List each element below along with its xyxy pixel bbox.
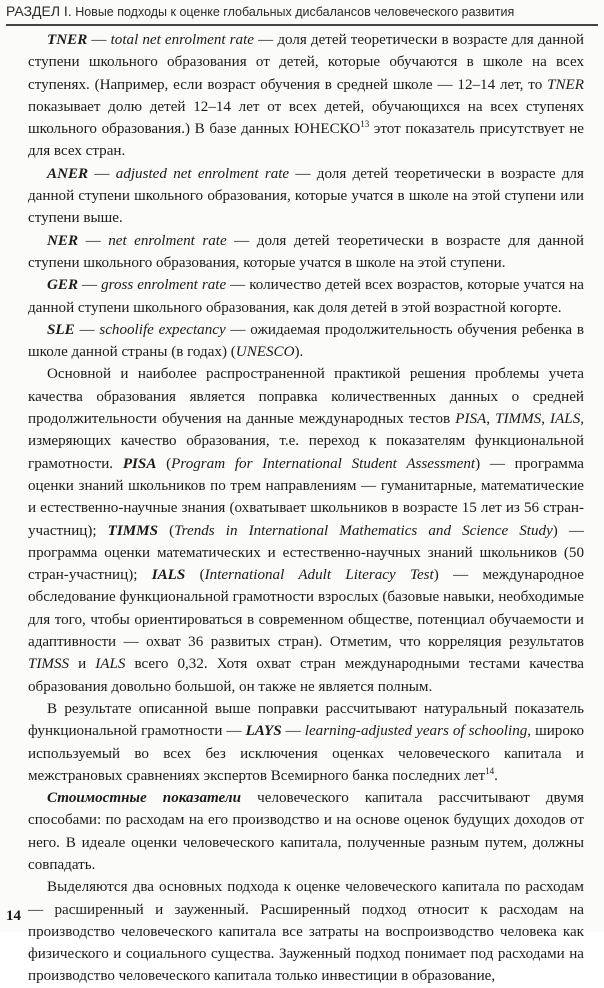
paragraph-approaches [28,876,584,987]
text-run: всего 0,32. Хотя охват стран международными тестами качества образования довольно большой, он также не является полным. [28,656,584,695]
term-inline: TIMSS [28,656,70,673]
text-run: — [281,723,305,740]
footnote-ref: 14 [485,765,495,776]
paragraph-ger: GER — gross enrolment rate — количество детей всех возрастов, которые учатся на данной ступени школьного образования, как доля детей в этой возрастной когорте. [28,277,585,316]
paragraph-lays [28,698,584,787]
text-run: — международное обследование функциональной грамотности взрослых (базовые навыки, необходимые для того, чтобы ориентироваться в современном обществе, потенциал обучаемости и адаптивности — охват 36 развитых стран). Отметим, что корреляция результатов [28,567,585,651]
header-section: РАЗДЕЛ I. [6,3,72,19]
term-inline: PISA [455,411,487,428]
paragraph-tests: Основной и наиболее распространенной практикой решения проблемы учета качества образования является поправка количественных данных о средней продолжительности обучения на данные международных тестов PISA, TIMMS, IALS, измеряющих качество образования, т.е. переход к показателям функциональной грамотности. PISA (Program for International Student Assessment) — программа оценки знаний школьников по трем направлениям — гуманитарные, математические и естественно-научные знания (охватывает школьников в возрасте 15 лет из 56 стран-участниц); TIMMS (Trends in International Mathematics and Science Study) — программа оценки математических и естественно-научных знаний школьников (50 стран-участниц); IALS (International Adult Literacy Test) — международное обследование функциональной грамотности взрослых (базовые навыки, необходимые для того, чтобы ориентироваться в современном обществе, потенциал обучаемости и адаптивности — охват 36 развитых стран). Отметим, что корреляция результатов TIMSS и IALS всего 0,32. Хотя охват стран международными тестами качества образования довольно большой, он также не является полным. [28,366,585,695]
text-run: , [541,411,551,428]
text-run: — программа оценки математических и естественно-научных знаний школьников (50 стран-участниц); [28,522,584,584]
term-lays: LAYS [245,723,282,740]
text-run: , широко используемый во всех без исключения оценках человеческого капитала и межстрановых сравнениях экспертов Всемирного банка последних лет [28,723,584,784]
term-ner-desc: net enrolment rate [108,232,227,249]
term-aner: ANER [47,165,89,182]
text-run: — доля детей теоретически в возрасте для данной ступени школьного образования, которые учатся в школе на этой ступени или ступени выше. [28,165,585,227]
text-run: В результате описанной выше поправки рассчитывают натуральный показатель функциональной грамотности — [28,700,584,740]
term-inline: IALS [550,411,581,428]
term-tner: TNER [47,32,88,48]
term-pisa: PISA [122,455,157,472]
text-run: Основной и наиболее распространенной практикой решения проблемы учета качества образования является поправка количественных данных о средней продолжительности обучения на данные международных тестов [28,366,584,428]
term-full: Program for International Student Assessment [171,455,476,472]
text-run: показывает долю детей 12–14 лет от всех детей, обучающихся на всех ступенях школьного образования.) В базе данных ЮНЕСКО [28,98,584,138]
text-run: — доля детей теоретически в возрасте для данной ступени школьного образования, которые учатся в школе на этой ступени. [28,232,584,271]
term-ner: NER [47,232,79,249]
text-run: , измеряющих качество образования, т.е. переход к показателям функциональной грамотности. [28,411,585,472]
header-title: Новые подходы к оценке глобальных дисбалансов человеческого развития [75,5,515,19]
paragraph-cost [28,787,584,876]
text-run: , [486,411,496,428]
term-inline: TIMMS [495,411,542,428]
term-full: International Adult Literacy Test [204,567,434,584]
term-full: learning-adjusted years of schooling [304,723,528,740]
body-text [28,29,584,988]
term-tner-desc: total net enrolment rate [110,32,254,48]
text-run: этот показатель присутствует не для всех стран. [28,121,584,160]
term-inline: IALS [95,656,126,673]
paragraph-ner: NER — net enrolment rate — доля детей теоретически в возрасте для данной ступени школьного образования, которые учатся в школе на этой ступени. [28,232,584,271]
text-run: Выделяются два основных подхода к оценке человеческого капитала по расходам — расширенный и зауженный. Расширенный подход относит к расходам на производство человеческого капитала все затраты на воспроизводство человека как физического и социального существа. Зауженный подход понимает под расходами на производство человеческого капитала только инвестиции в образование, [28,879,584,985]
source-unesco: UNESCO [235,344,295,361]
text-run: ). [294,344,304,361]
term-aner-desc: adjusted net enrolment rate [115,165,290,182]
term-ger: GER [47,277,79,294]
term-full: Trends in International Mathematics and Science Study [174,522,553,539]
text-run: — количество детей всех возрастов, которые учатся на данной ступени школьного образования, как доля детей в этой возрастной когорте. [28,277,585,316]
paragraph-tner: TNER — total net enrolment rate — доля детей теоретически в возрасте для данной ступени школьного образования от детей, которые обучаются в школе на всех ступенях. (Например, если возраст обучения в средней школе — 12–14 лет, то TNER показывает долю детей 12–14 лет от всех детей, обучающихся на всех ступенях школьного образования.) В базе данных ЮНЕСКО$^{13}$ этот показатель присутствует не для всех стран. [28,32,584,160]
term-inline: TNER [547,76,584,93]
paragraph-sle: SLE — schoolife expectancy — ожидаемая продолжительность обучения ребенка в школе данной страны (в годах) (UNESCO). [28,321,584,361]
text-run: и [69,656,96,673]
header-rule [6,24,598,26]
term-sle: SLE [47,321,75,338]
page-number: 14 [6,908,21,924]
text-run: . [494,767,498,784]
text-run: — доля детей теоретически в возрасте для данной ступени школьного образования от детей, которые обучаются в школе на всех ступенях. (Например, если возраст обучения в средней школе — 12–14 лет, то [28,32,584,93]
term-timms: TIMMS [107,522,159,539]
term-ials: IALS [151,567,186,584]
term-ger-desc: gross enrolment rate [101,277,227,294]
text-run: человеческого капитала рассчитывают двумя способами: по расходам на его производство и на основе оценок будущих доходов от него. В идеале оценки человеческого капитала, полученные разным путем, должны совпадать. [28,790,585,873]
text-run: — программа оценки знаний школьников по трем направлениям — гуманитарные, математические и естественно-научные знания (охватывает школьников в возрасте 15 лет из 56 стран-участниц); [28,455,584,539]
paragraph-aner: ANER — adjusted net enrolment rate — доля детей теоретически в возрасте для данной ступени школьного образования, которые учатся в школе на этой ступени или ступени выше. [28,165,585,227]
text-run: — ожидаемая продолжительность обучения ребенка в школе данной страны (в годах) ( [28,321,584,361]
footnote-ref: 13 [360,119,370,130]
term-cost-indicators: Стоимостные показатели [47,790,242,807]
running-header [6,3,598,23]
term-sle-desc: schoolife expectancy [99,321,226,338]
